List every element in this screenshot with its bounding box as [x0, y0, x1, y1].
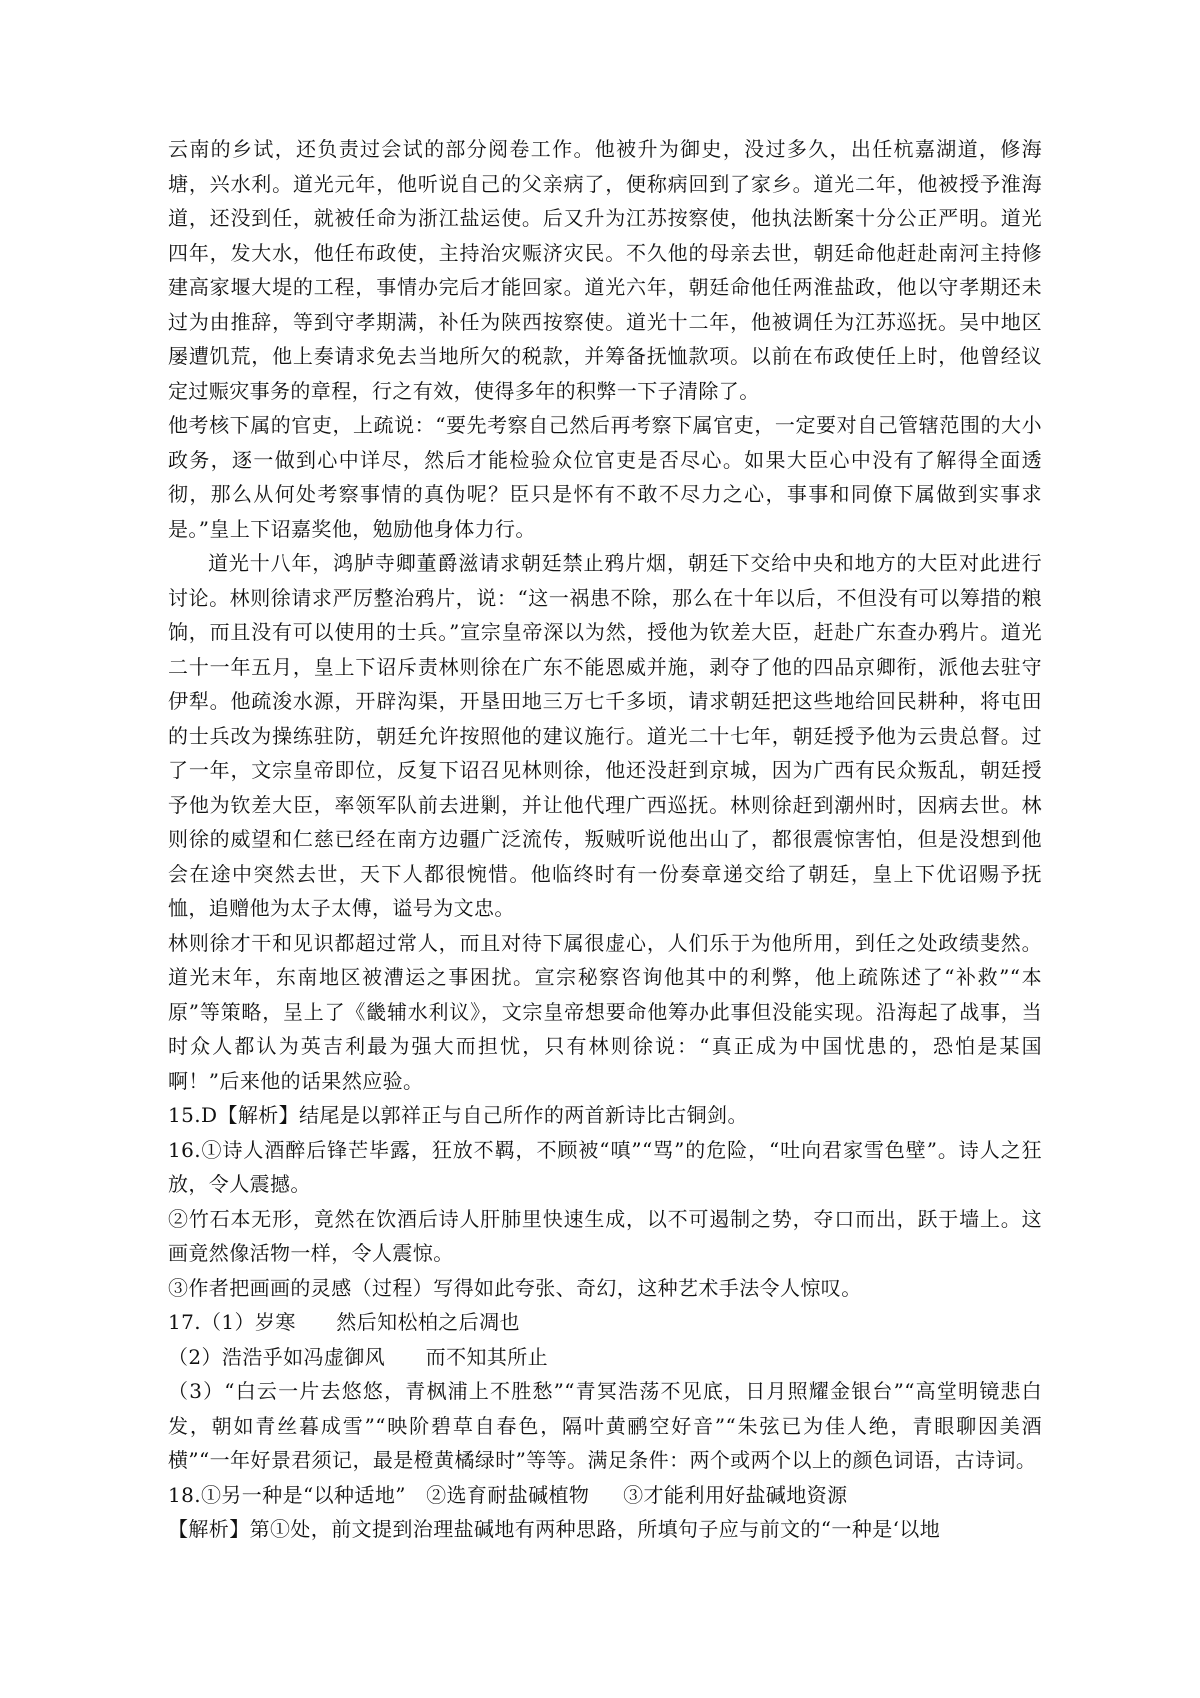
answer-16-point-2: ②竹石本无形，竟然在饮酒后诗人肝肺里快速生成，以不可遏制之势，夺口而出，跃于墙上。这画竟然像活物一样，令人震惊。 — [168, 1206, 1042, 1265]
translation-paragraph-2: 他考核下属的官吏，上疏说：“要先考察自己然后再考察下属官吏，一定要对自己管辖范围的大小政务，逐一做到心中详尽，然后才能检验众位官吏是否尽心。如果大臣心中没有了解得全面透彻，那么从何处考察事情的真伪呢？臣只是怀有不敢不尽力之心，事事和同僚下属做到实事求是。”皇上下诏嘉奖他，勉励他身体力行。 — [168, 413, 1042, 541]
document-page — [168, 132, 1042, 1547]
answer-17-part-2: （2）浩浩乎如冯虚御风 而不知其所止 — [168, 1344, 549, 1369]
answer-18: 18.①另一种是“以种适地” ②选育耐盐碱植物 ③才能利用好盐碱地资源 — [168, 1482, 848, 1507]
answer-18-analysis: 【解析】第①处，前文提到治理盐碱地有两种思路，所填句子应与前文的“一种是‘以地 — [168, 1517, 941, 1541]
answer-15: 15.D【解析】结尾是以郭祥正与自己所作的两首新诗比古铜剑。 — [168, 1103, 748, 1127]
translation-paragraph-1: 云南的乡试，还负责过会试的部分阅卷工作。他被升为御史，没过多久，出任杭嘉湖道，修海塘，兴水利。道光元年，他听说自己的父亲病了，便称病回到了家乡。道光二年，他被授予淮海道，还没到任，就被任命为浙江盐运使。后又升为江苏按察使，他执法断案十分公正严明。道光四年，发大水，他任布政使，主持治灾赈济灾民。不久他的母亲去世，朝廷命他赶赴南河主持修建高家堰大堤的工程，事情办完后才能回家。道光六年，朝廷命他任两淮盐政，他以守孝期还未过为由推辞，等到守孝期满，补任为陕西按察使。道光十二年，他被调任为江苏巡抚。吴中地区屡遭饥荒，他上奏请求免去当地所欠的税款，并筹备抚恤款项。以前在布政使任上时，他曾经议定过赈灾事务的章程，行之有效，使得多年的积弊一下子清除了。 — [168, 137, 1042, 403]
answer-16-point-1: 16.①诗人酒醉后锋芒毕露，狂放不羁，不顾被“嗔”“骂”的危险，“吐向君家雪色壁”。诗人之狂放，令人震撼。 — [168, 1137, 1042, 1196]
answer-17-part-1: 17.（1）岁寒 然后知松柏之后凋也 — [168, 1310, 520, 1334]
answer-16-point-3: ③作者把画画的灵感（过程）写得如此夸张、奇幻，这种艺术手法令人惊叹。 — [168, 1275, 862, 1300]
translation-paragraph-4: 林则徐才干和见识都超过常人，而且对待下属很虚心，人们乐于为他所用，到任之处政绩斐然。道光末年，东南地区被漕运之事困扰。宣宗秘察咨询他其中的利弊，他上疏陈述了“补救”“本原”等策略，呈上了《畿辅水利议》，文宗皇帝想要命他筹办此事但没能实现。沿海起了战事，当时众人都认为英吉利最为强大而担忧，只有林则徐说：“真正成为中国忧患的，恐怕是某国啊！”后来他的话果然应验。 — [168, 930, 1042, 1093]
answer-17-part-3: （3）“白云一片去悠悠，青枫浦上不胜愁”“青冥浩荡不见底，日月照耀金银台”“高堂明镜悲白发，朝如青丝暮成雪”“映阶碧草自春色，隔叶黄鹂空好音”“朱弦已为佳人绝，青眼聊因美酒横”“一年好景君须记，最是橙黄橘绿时”等等。满足条件：两个或两个以上的颜色词语，古诗词。 — [168, 1379, 1042, 1472]
translation-paragraph-3: 道光十八年，鸿胪寺卿董爵滋请求朝廷禁止鸦片烟，朝廷下交给中央和地方的大臣对此进行讨论。林则徐请求严厉整治鸦片，说：“这一祸患不除，那么在十年以后，不但没有可以筹措的粮饷，而且没有可以使用的士兵。”宣宗皇帝深以为然，授他为钦差大臣，赶赴广东查办鸦片。道光二十一年五月，皇上下诏斥责林则徐在广东不能恩威并施，剥夺了他的四品京卿衔，派他去驻守伊犁。他疏浚水源，开辟沟渠，开垦田地三万七千多顷，请求朝廷把这些地给回民耕种，将屯田的士兵改为操练驻防，朝廷允许按照他的建议施行。道光二十七年，朝廷授予他为云贵总督。过了一年，文宗皇帝即位，反复下诏召见林则徐，他还没赶到京城，因为广西有民众叛乱，朝廷授予他为钦差大臣，率领军队前去进剿，并让他代理广西巡抚。林则徐赶到潮州时，因病去世。林则徐的威望和仁慈已经在南方边疆广泛流传，叛贼听说他出山了，都很震惊害怕，但是没想到他会在途中突然去世，天下人都很惋惜。他临终时有一份奏章递交给了朝廷，皇上下优诏赐予抚恤，追赠他为太子太傅，谥号为文忠。 — [168, 551, 1042, 920]
